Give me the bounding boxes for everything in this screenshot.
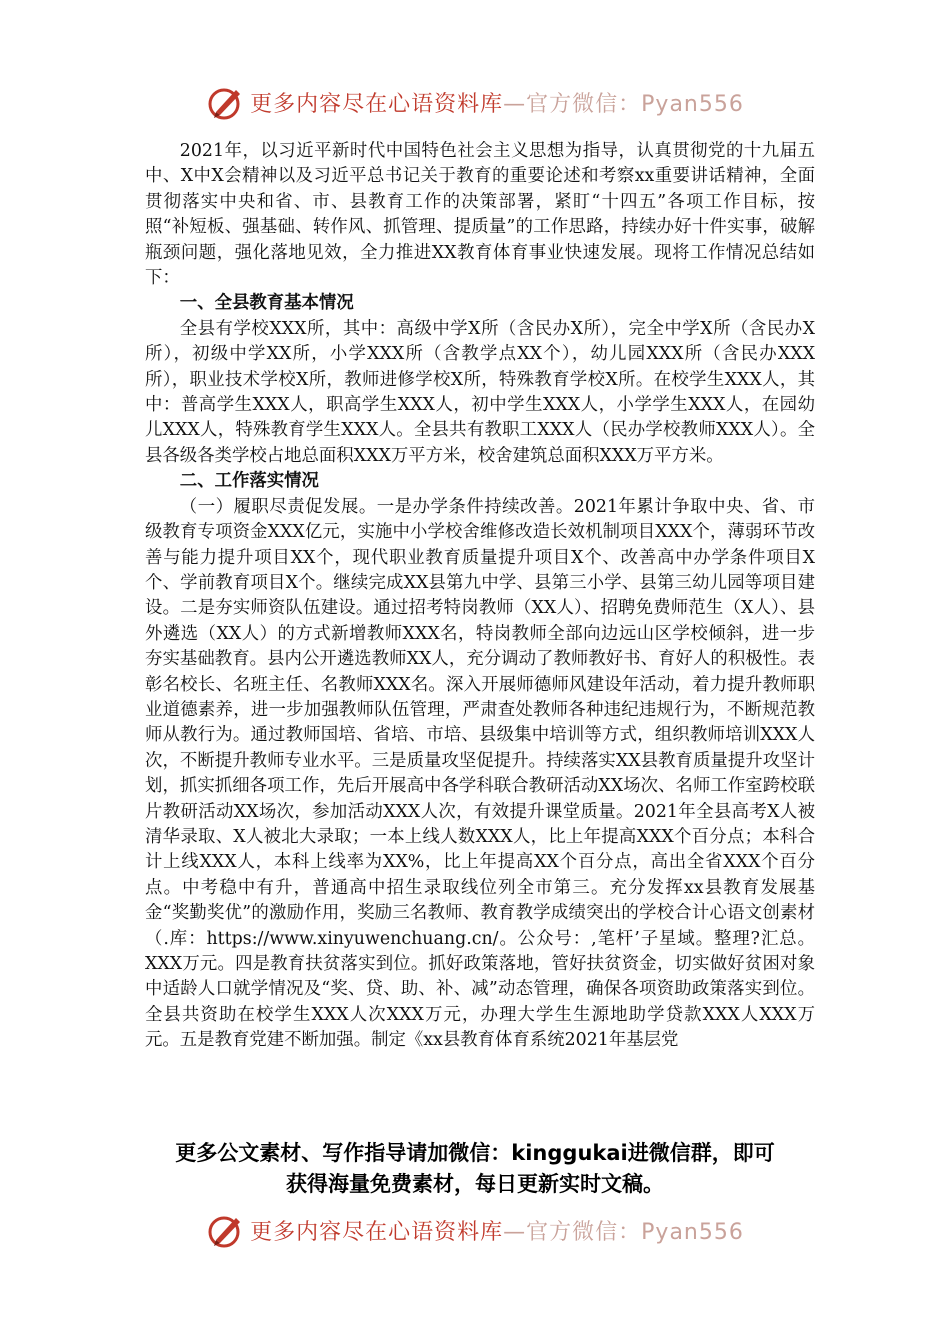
pen-logo-icon	[206, 82, 246, 122]
banner-prefix: 更多内容尽在心语资料库	[250, 91, 504, 117]
section-heading-1: 一、全县教育基本情况	[179, 293, 354, 314]
section-body-1: 全县有学校XXX所，其中：高级中学X所（含民办X所），完全中学X所（含民办X所），初级中学XX所，小学XXX所（含教学点XX个），幼儿园XXX所（含民办XXX所），职业技术学校X所，教师进修学校X所，特殊教育学校X所。在校学生XXX人，其中：普高学生XXX人，职高学生XXX人，初中学生XXX人，小学学生XXX人，在园幼儿XXX人，特殊教育学生XXX人。全县共有教职工XXX人（民办学校教师XXX人）。全县各级各类学校占地总面积XXX万平方米，校舍建筑总面积XXX万平方米。	[145, 318, 815, 466]
promo-line-2: 获得海量免费素材，每日更新实时文稿。	[286, 1172, 664, 1196]
promo-notice	[125, 1138, 825, 1200]
banner-suffix: —官方微信：Pyan556	[503, 91, 744, 117]
banner-prefix: 更多内容尽在心语资料库	[250, 1219, 504, 1245]
banner-text	[250, 1215, 744, 1246]
footer-banner	[0, 1208, 950, 1252]
promo-line-1: 更多公文素材、写作指导请加微信：kinggukai进微信群，即可	[175, 1141, 775, 1165]
document-body	[145, 139, 815, 1054]
intro-paragraph: 2021年，以习近平新时代中国特色社会主义思想为指导，认真贯彻党的十九届五中、X中X会精神以及习近平总书记关于教育的重要论述和考察xx重要讲话精神，全面贯彻落实中央和省、市、县教育工作的决策部署，紧盯“十四五”各项工作目标，按照“补短板、强基础、转作风、抓管理、提质量”的工作思路，持续办好十件实事，破解瓶颈问题，强化落地见效，全力推进XX教育体育事业快速发展。现将工作情况总结如下：	[145, 141, 815, 289]
section-body-2: （一）履职尽责促发展。一是办学条件持续改善。2021年累计争取中央、省、市级教育专项资金XXX亿元，实施中小学校舍维修改造长效机制项目XXX个，薄弱环节改善与能力提升项目XX个，现代职业教育质量提升项目X个、改善高中办学条件项目X个、学前教育项目X个。继续完成XX县第九中学、县第三小学、县第三幼儿园等项目建设。二是夯实师资队伍建设。通过招考特岗教师（XX人）、招聘免费师范生（X人）、县外遴选（XX人）的方式新增教师XXX名，特岗教师全部向边远山区学校倾斜，进一步夯实基础教育。县内公开遴选教师XX人，充分调动了教师教好书、育好人的积极性。表彰名校长、名班主任、名教师XXX名。深入开展师德师风建设年活动，着力提升教师职业道德素养，进一步加强教师队伍管理，严肃查处教师各种违纪违规行为，不断规范教师从教行为。通过教师国培、省培、市培、县级集中培训等方式，组织教师培训XXX人次，不断提升教师专业水平。三是质量攻坚促提升。持续落实XX县教育质量提升攻坚计划，抓实抓细各项工作，先后开展高中各学科联合教研活动XX场次、名师工作室跨校联片教研活动XX场次，参加活动XXX人次，有效提升课堂质量。2021年全县高考X人被清华录取、X人被北大录取；一本上线人数XXX人，比上年提高XXX个百分点；本科合计上线XXX人，本科上线率为XX%，比上年提高XX个百分点，高出全省XXX个百分点。中考稳中有升，普通高中招生录取线位列全市第三。充分发挥xx县教育发展基金“奖勤奖优”的激励作用，奖励三名教师、教育教学成绩突出的学校合计心语文创素材（.库：https://www.xinyuwenchuang.cn/。公众号：,笔杆’子星域。整理?汇总。XXX万元。四是教育扶贫落实到位。抓好政策落地，管好扶贫资金，切实做好贫困对象中适龄人口就学情况及“奖、贷、助、补、减”动态管理，确保各项资助政策落实到位。全县共资助在校学生XXX人次XXX万元，办理大学生生源地助学贷款XXX人XXX万元。五是教育党建不断加强。制定《xx县教育体育系统2021年基层党	[145, 496, 815, 1051]
pen-logo-icon	[206, 1210, 246, 1250]
banner-text	[250, 87, 744, 118]
banner-suffix: —官方微信：Pyan556	[503, 1219, 744, 1245]
section-heading-2: 二、工作落实情况	[179, 471, 319, 492]
header-banner	[0, 80, 950, 124]
